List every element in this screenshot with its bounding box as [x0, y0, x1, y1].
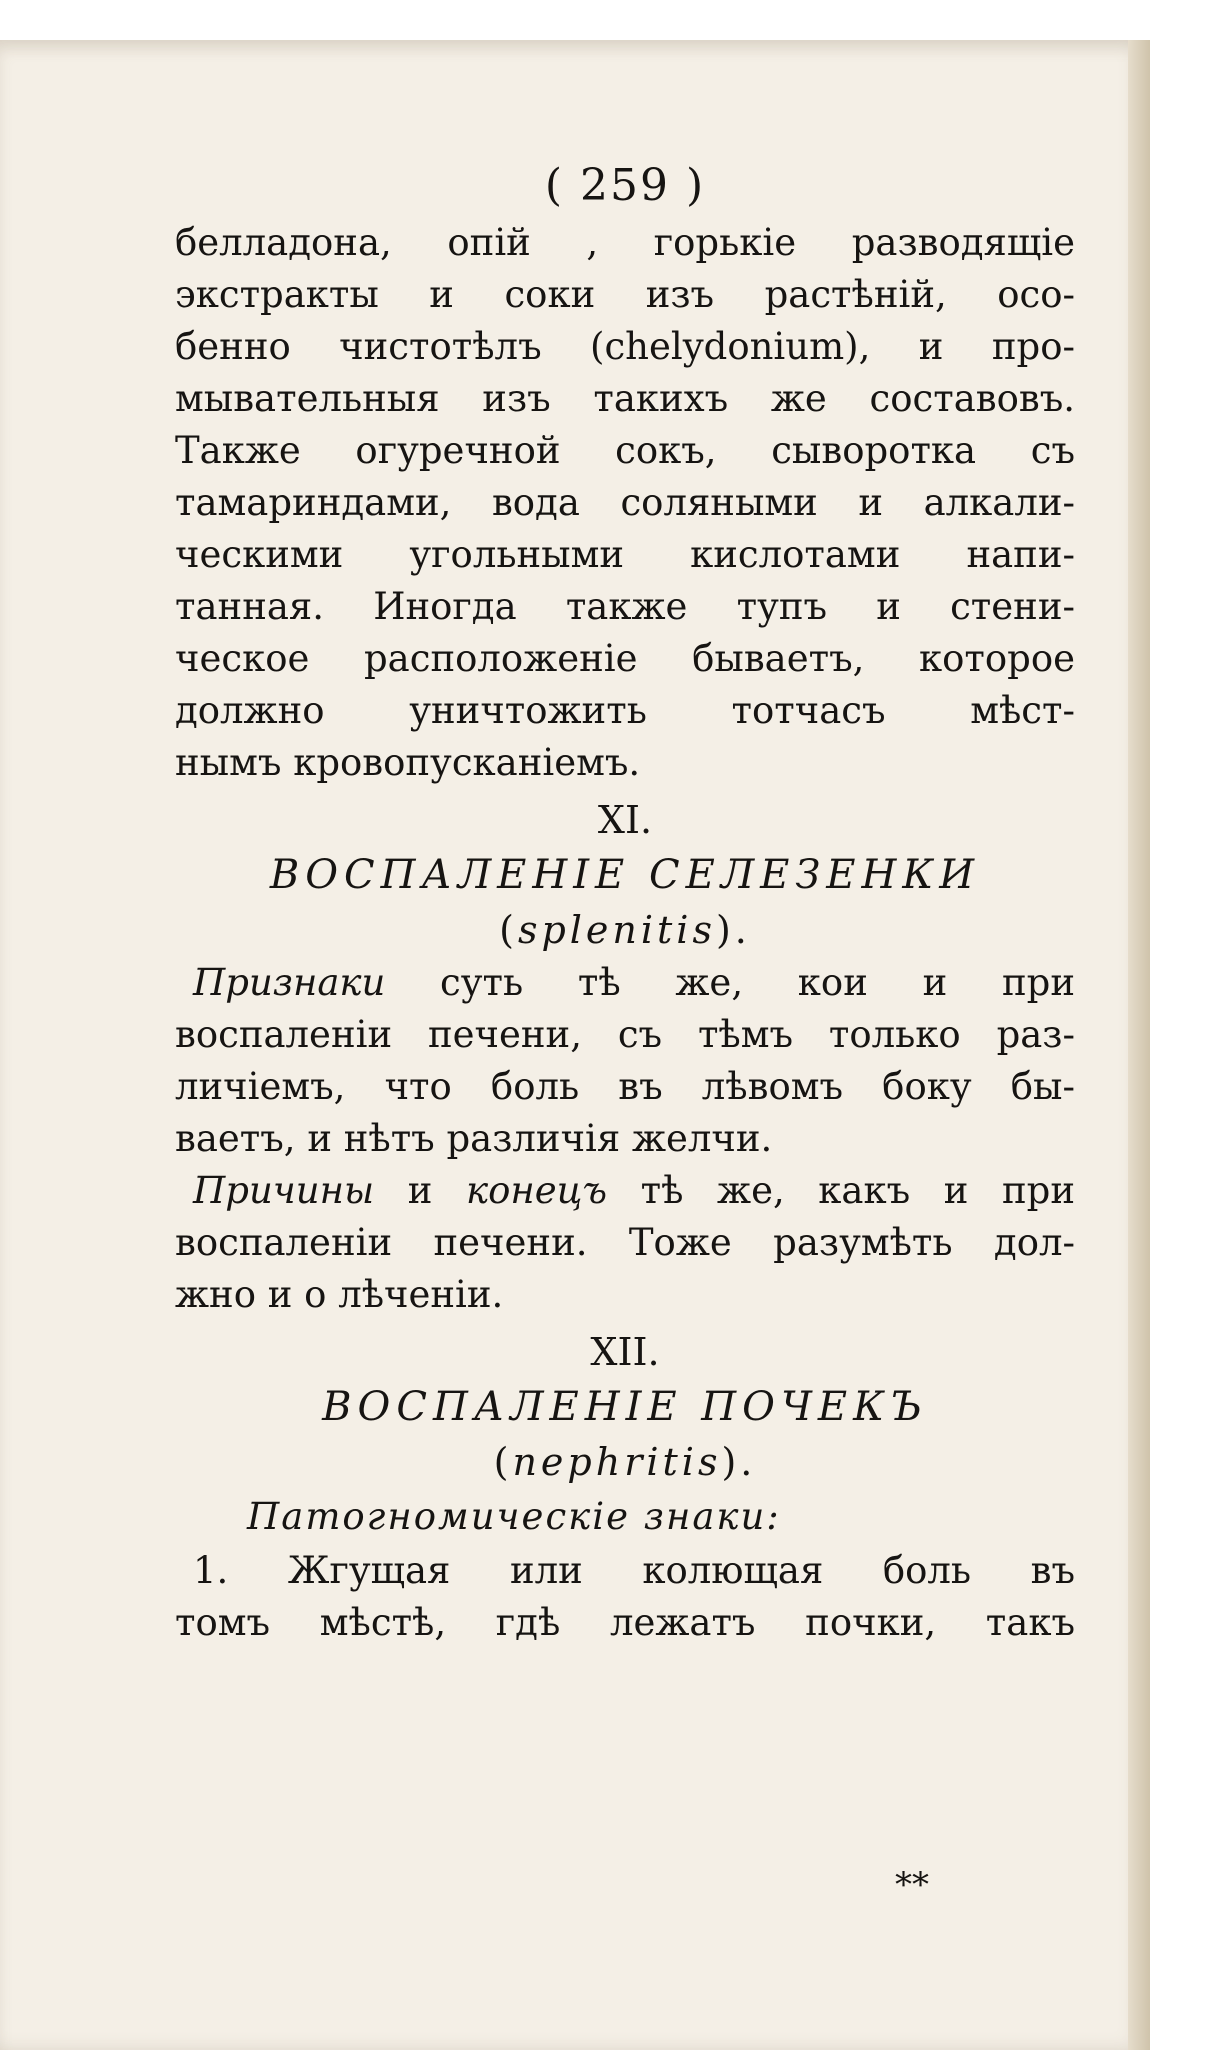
- section-latin-name: (splenitis).: [499, 908, 751, 952]
- page-number: ( 259 ): [544, 160, 706, 211]
- text-line: воспаленіи печени, съ тѣмъ только раз-: [175, 1013, 1075, 1056]
- section-latin-name: (nephritis).: [493, 1440, 757, 1484]
- text-line: ческое расположеніе бываетъ, которое: [175, 637, 1075, 680]
- text-line: должно уничтожить тотчасъ мѣст-: [175, 689, 1075, 732]
- text-block: [175, 120, 1075, 1649]
- text-line: Причины и конецъ тѣ же, какъ и при: [193, 1169, 1075, 1212]
- section-number: XI.: [597, 798, 653, 842]
- section-number: XII.: [590, 1330, 660, 1374]
- italic-lead: Признаки: [193, 961, 386, 1004]
- paragraph-causes: [175, 1165, 1075, 1321]
- section-title: ВОСПАЛЕНІЕ СЕЛЕЗЕНКИ: [269, 852, 981, 898]
- text-line: жно и о лѣченіи.: [175, 1273, 504, 1316]
- text-line: воспаленіи печени. Тоже разумѣть дол-: [175, 1221, 1075, 1264]
- paragraph-signs: [175, 957, 1075, 1165]
- text-line: личіемъ, что боль въ лѣвомъ боку бы-: [175, 1065, 1075, 1108]
- text-line: тамариндами, вода соляными и алкали-: [175, 481, 1075, 524]
- sub-heading: Патогномическіе знаки:: [247, 1495, 781, 1538]
- text-line: Также огуречной сокъ, сыворотка съ: [175, 429, 1075, 472]
- italic-lead: Причины: [193, 1169, 375, 1212]
- latin-term: nephritis: [512, 1440, 722, 1484]
- text-line: Признаки суть тѣ же, кои и при: [193, 961, 1075, 1004]
- section-title: ВОСПАЛЕНІЕ ПОЧЕКЪ: [322, 1384, 928, 1430]
- text-line: томъ мѣстѣ, гдѣ лежатъ почки, такъ: [175, 1601, 1075, 1644]
- text-line: ческими угольными кислотами напи-: [175, 533, 1075, 576]
- numbered-item: [175, 1545, 1075, 1649]
- text-line: мывательныя изъ такихъ же составовъ.: [175, 377, 1075, 420]
- text-line: 1. Жгущая или колющая боль въ: [193, 1549, 1075, 1592]
- paragraph-continuation: [175, 217, 1075, 789]
- text-line: ваетъ, и нѣтъ различія желчи.: [175, 1117, 773, 1160]
- signature-mark: **: [895, 1865, 929, 1905]
- page-spine-shadow: [1128, 40, 1150, 2050]
- text-line: нымъ кровопусканіемъ.: [175, 741, 641, 784]
- latin-term: splenitis: [517, 908, 716, 952]
- text-line: бенно чистотѣлъ (chelydonium), и про-: [175, 325, 1075, 368]
- text-line: белладона, опій , горькіе разводящіе: [175, 221, 1075, 264]
- italic-lead: конецъ: [465, 1169, 608, 1212]
- text-line: танная. Иногда также тупъ и стени-: [175, 585, 1075, 628]
- book-page: [0, 40, 1150, 2050]
- text-line: экстракты и соки изъ растѣній, осо-: [175, 273, 1075, 316]
